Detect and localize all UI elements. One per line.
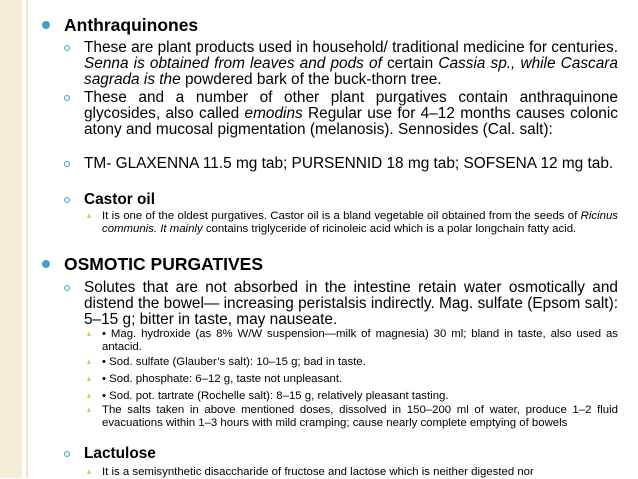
text-run: These and a number of other plant purgatives contain anthraquinone glycosides, also called [84,89,618,123]
level3-bullet-icon [87,359,91,364]
level2-bullet-icon [64,161,70,167]
text-run: These are plant products used in household/ traditional medicine for centuries. [84,39,618,56]
level2-bullet-icon [64,285,70,291]
list-item-salt-doses: The salts taken in above mentioned doses, dissolved in 150–200 ml of water, produce 1–2 fluid evacuations within 1–3 hours with mild cramping; cause nearly complete emptying of bowels [102,404,618,429]
level3-bullet-icon [87,331,91,336]
level3-bullet-icon [87,376,91,381]
text-run: certain [381,55,439,73]
list-item-rochelle-salt: • Sod. pot. tartrate (Rochelle salt): 8–15 g, relatively pleasant tasting. [102,390,449,402]
level3-bullet-icon [87,469,91,474]
heading-osmotic-purgatives: OSMOTIC PURGATIVES [64,254,263,274]
text-run: It is one of the oldest purgatives. Castor oil is a bland vegetable oil obtained from the seeds of [102,210,581,222]
level1-bullet-icon [42,260,50,268]
paragraph-castor-oil [102,210,618,235]
list-item-mag-hydroxide: • Mag. hydroxide (as 8% W/W suspension—milk of magnesia) 30 ml; bland in taste, also used as antacid. [102,328,618,353]
paragraph-lactulose: It is a semisynthetic disaccharide of fructose and lactose which is neither digested nor [102,466,534,478]
list-item-sod-phosphate: • Sod. phosphate: 6–12 g, taste not unpleasant. [102,373,343,385]
text-run: Regular use for 4–12 months causes colonic atony and mucosal pigmentation (melanosis). Sennosides (Cal. salt): [84,105,618,139]
italic-run: Senna is obtained from leaves and pods of [84,55,382,73]
text-run: powdered bark of the buck-thorn tree. [180,71,442,89]
text-run: contains triglyceride of ricinoleic acid which is a polar longchain fatty acid. [202,222,577,235]
paragraph-solutes: Solutes that are not absorbed in the intestine retain water osmotically and distend the bowel— increasing peristalsis indirectly. Mag. sulfate (Epsom salt): 5–15 g; bitter in taste, may nauseate. [84,279,618,329]
level3-bullet-icon [87,407,91,412]
level2-bullet-icon [64,95,70,101]
level2-bullet-icon [64,197,70,203]
level2-bullet-icon [64,45,70,51]
slide-sidebar-line [26,0,28,478]
list-item-sod-sulfate: • Sod. sulfate (Glauber’s salt): 10–15 g; bad in taste. [102,356,366,368]
heading-castor-oil: Castor oil [84,191,155,208]
paragraph-glycosides [84,90,618,139]
paragraph-brands: TM- GLAXENNA 11.5 mg tab; PURSENNID 18 mg tab; SOFSENA 12 mg tab. [84,155,614,172]
italic-run: Cassia sp., while Cascara sagrada is the [84,55,618,89]
heading-lactulose: Lactulose [84,445,156,462]
level2-bullet-icon [64,451,70,457]
italic-run: emodins [244,105,303,123]
slide-sidebar-band [0,0,22,478]
heading-anthraquinones: Anthraquinones [64,15,199,35]
italic-run: Ricinus communis. It mainly [102,210,618,235]
paragraph-plant-products [84,40,618,89]
level3-bullet-icon [87,393,91,398]
level3-bullet-icon [87,213,91,218]
level1-bullet-icon [42,21,50,29]
